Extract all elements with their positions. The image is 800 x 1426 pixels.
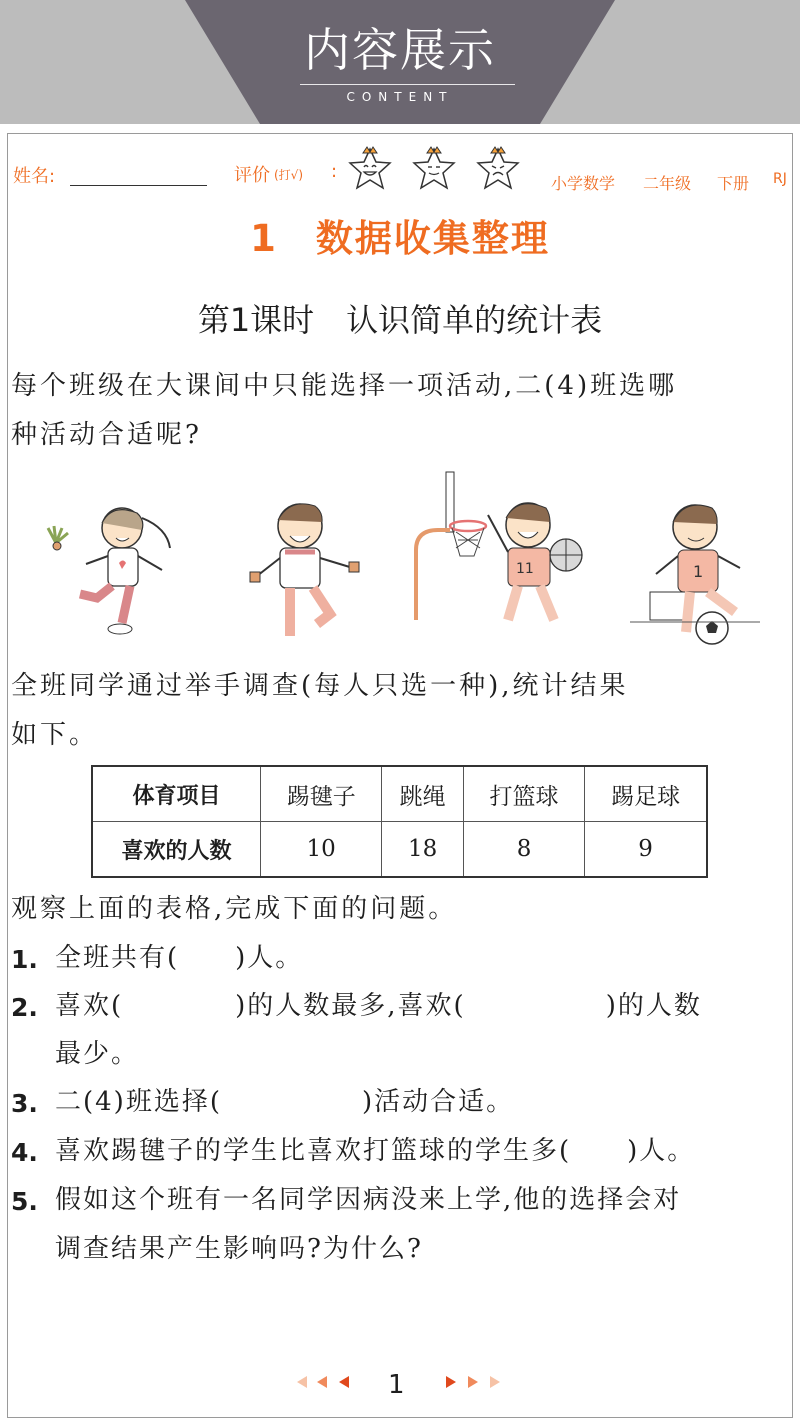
table-cell-activity: 踢毽子 (261, 766, 382, 822)
lesson-title: 第1课时 认识简单的统计表 (197, 301, 603, 339)
book-volume: 下册 (717, 174, 750, 193)
rating-label: 评价 (234, 165, 270, 186)
question-text: 喜欢踢毽子的学生比喜欢打篮球的学生多( )人。 (55, 1136, 696, 1166)
instruction-text: 观察上面的表格,完成下面的问题。 (11, 894, 458, 924)
table-cell-count: 9 (585, 822, 707, 878)
intro-line-1: 每个班级在大课间中只能选择一项活动,二(4)班选哪 (11, 371, 678, 401)
question-text: 二(4)班选择( )活动合适。 (55, 1087, 515, 1117)
table-cell-activity: 打篮球 (463, 766, 584, 822)
question-number: 1. (11, 945, 38, 974)
sad-face-icon[interactable] (473, 145, 523, 193)
table-cell-activity: 跳绳 (382, 766, 463, 822)
book-subject: 小学数学 (551, 174, 616, 193)
survey-line-2: 如下。 (11, 720, 99, 750)
table-row-label: 喜欢的人数 (92, 822, 261, 878)
table-cell-activity: 踢足球 (585, 766, 707, 822)
question-text: 假如这个班有一名同学因病没来上学,他的选择会对 (55, 1185, 682, 1215)
table-row (92, 766, 707, 822)
book-grade: 二年级 (643, 174, 692, 193)
chapter-number: 1 (250, 217, 278, 260)
question-text: 喜欢( )的人数最多,喜欢( )的人数 (55, 991, 702, 1021)
name-label: 姓名: (13, 166, 56, 187)
survey-line-1: 全班同学通过举手调查(每人只选一种),统计结果 (11, 671, 629, 701)
banner-subtitle: CONTENT (346, 90, 454, 104)
name-blank-line (70, 185, 207, 186)
previous-page-arrows-icon[interactable] (295, 1372, 357, 1392)
question-number: 4. (11, 1138, 38, 1167)
jump-rope-boy-illustration (245, 496, 365, 646)
book-edition: RJ (773, 171, 787, 187)
happy-face-icon[interactable] (345, 145, 395, 193)
question-text-continued: 最少。 (55, 1039, 140, 1069)
question-number: 2. (11, 993, 38, 1022)
svg-text:1: 1 (693, 562, 704, 581)
svg-text:11: 11 (516, 561, 534, 577)
statistics-table (91, 765, 708, 878)
basketball-boy-illustration (408, 470, 588, 635)
chapter-title (0, 208, 800, 262)
table-cell-count: 8 (463, 822, 584, 878)
shuttlecock-girl-illustration (42, 498, 192, 643)
rating-hint: (打√) (274, 168, 304, 182)
table-cell-count: 18 (382, 822, 463, 878)
intro-line-2: 种活动合适呢? (11, 420, 202, 450)
top-banner (0, 0, 800, 124)
banner-divider (300, 84, 515, 85)
chapter-name: 数据收集整理 (315, 217, 550, 260)
question-number: 3. (11, 1089, 38, 1118)
intro-paragraph (11, 362, 791, 460)
neutral-face-icon[interactable] (409, 145, 459, 193)
table-row (92, 822, 707, 878)
table-header-label: 体育项目 (92, 766, 261, 822)
question-text: 全班共有( )人。 (55, 943, 304, 973)
rating-colon: : (331, 161, 338, 182)
soccer-boy-illustration (630, 492, 760, 647)
survey-paragraph (11, 662, 791, 760)
question-text-continued: 调查结果产生影响吗?为什么? (55, 1234, 423, 1264)
question-number: 5. (11, 1187, 38, 1216)
table-cell-count: 10 (261, 822, 382, 878)
next-page-arrows-icon[interactable] (442, 1372, 504, 1392)
banner-title: 内容展示 (304, 23, 496, 77)
page-number: 1 (388, 1370, 405, 1400)
